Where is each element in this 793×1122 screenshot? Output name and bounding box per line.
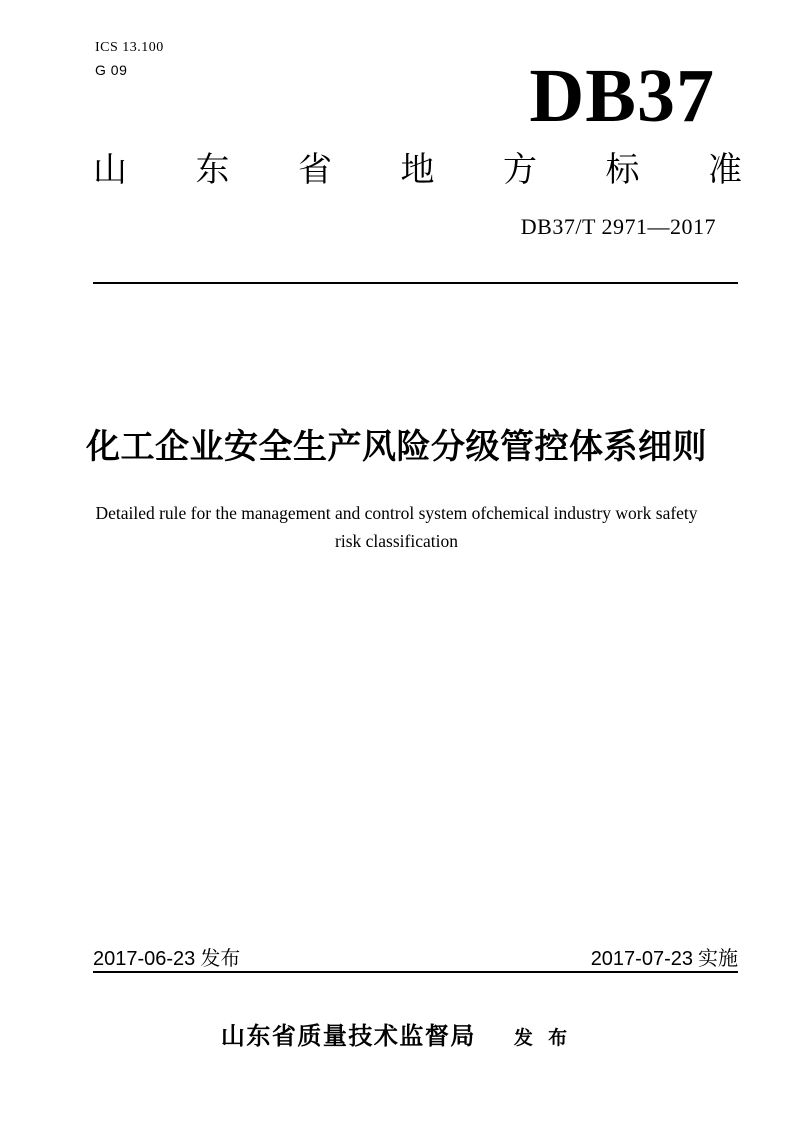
issuer-name: 山东省质量技术监督局: [220, 1023, 476, 1050]
document-title-english-line2: risk classification: [335, 531, 458, 551]
document-title-english: [0, 499, 793, 555]
implement-date-block: [591, 948, 738, 971]
classification-code: G 09: [95, 62, 128, 78]
standard-number: DB37/T 2971—2017: [520, 214, 716, 239]
issue-date-label: 发布: [200, 948, 241, 970]
db37-logo: DB37: [529, 54, 715, 138]
implement-date-label: 实施: [698, 948, 738, 970]
issue-date: 2017-06-23: [93, 948, 196, 970]
document-title-chinese: 化工企业安全生产风险分级管控体系细则: [86, 428, 707, 466]
publish-label: 发 布: [513, 1028, 573, 1049]
issuer-row: [0, 1022, 793, 1052]
standard-name: 山 东 省 地 方 标 准: [93, 151, 742, 189]
header-divider-line: [93, 282, 738, 284]
footer-divider-line: [93, 971, 738, 973]
implement-date: 2017-07-23: [590, 948, 693, 970]
document-title-english-line1: Detailed rule for the management and control system ofchemical industry work safety: [95, 503, 698, 523]
ics-code: ICS 13.100: [95, 40, 164, 55]
issue-date-block: [93, 948, 240, 971]
